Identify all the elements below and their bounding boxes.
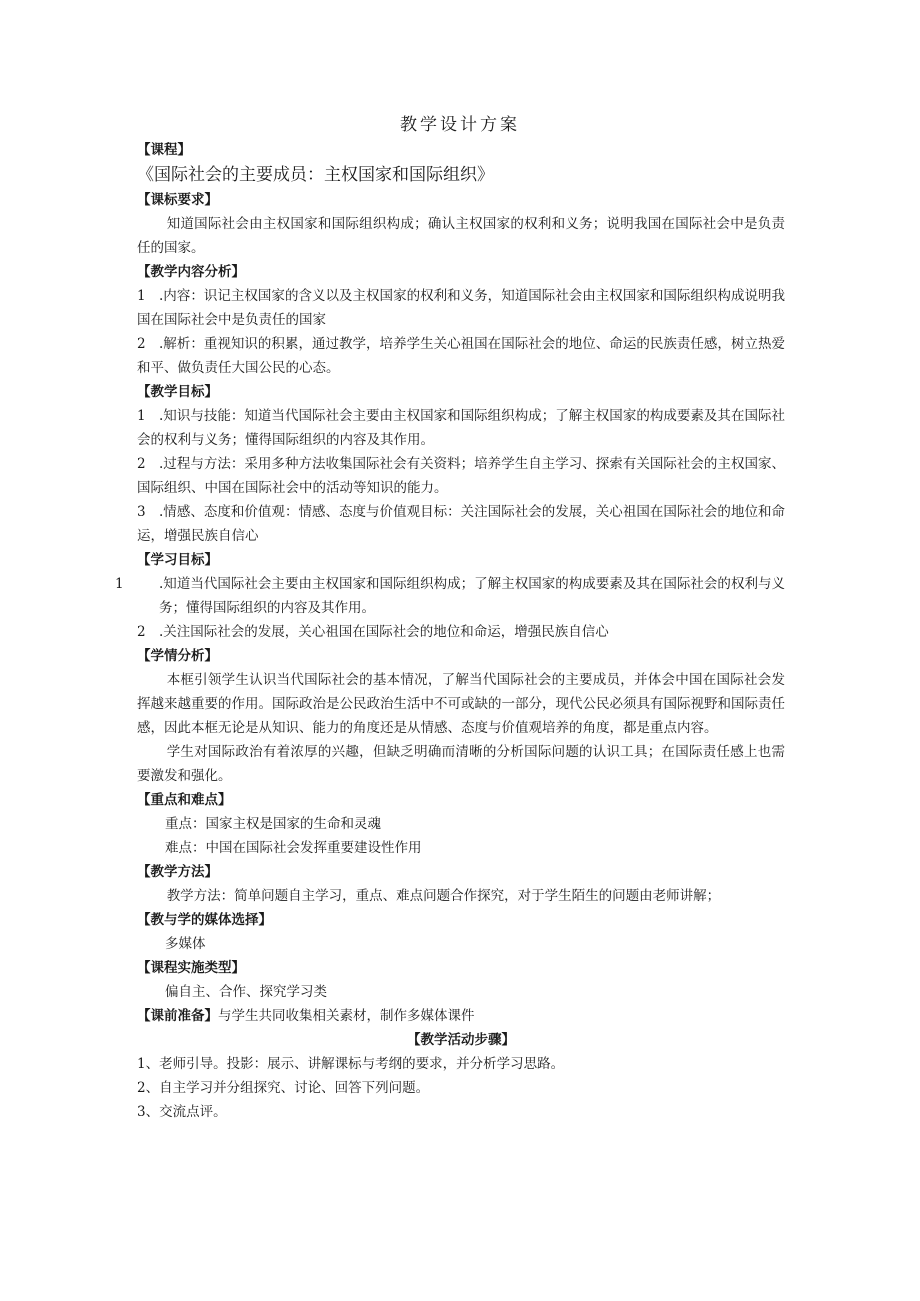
teaching-goals-heading: 【教学目标】 xyxy=(137,384,218,400)
implementation-heading: 【课程实施类型】 xyxy=(137,960,245,976)
standards-text: 知道国际社会由主权国家和国际组织构成；确认主权国家的权利和义务；说明我国在国际社会中是负责任的国家。 xyxy=(137,216,785,256)
activity-step-item: 2、自主学习并分组探究、讨论、回答下列问题。 xyxy=(137,1080,430,1096)
difficult-point-text: 难点：中国在国际社会发挥重要建设性作用 xyxy=(165,840,422,856)
media-heading: 【教与学的媒体选择】 xyxy=(137,912,272,928)
media-text: 多媒体 xyxy=(165,936,206,952)
teaching-goal-item: 2 .过程与方法：采用多种方法收集国际社会有关资料；培养学生自主学习、探索有关国际社会的主权国家、国际组织、中国在国际社会中的活动等知识的能力。 xyxy=(137,456,785,496)
course-heading: 【课程】 xyxy=(137,142,191,158)
activity-step-item: 3、交流点评。 xyxy=(137,1104,227,1120)
implementation-text: 偏自主、合作、探究学习类 xyxy=(165,984,327,1000)
teaching-goal-item: 1 .知识与技能：知道当代国际社会主要由主权国家和国际组织构成；了解主权国家的构成要素及其在国际社会的权利与义务；懂得国际组织的内容及其作用。 xyxy=(137,408,785,448)
document-body xyxy=(115,138,785,1124)
document-title: 教学设计方案 xyxy=(400,115,520,135)
content-analysis-heading: 【教学内容分析】 xyxy=(137,264,245,280)
course-title: 《国际社会的主要成员：主权国家和国际组织》 xyxy=(137,165,494,185)
content-analysis-item: 2 .解析：重视知识的积累，通过教学，培养学生关心祖国在国际社会的地位、命运的民族责任感，树立热爱和平、做负责任大国公民的心态。 xyxy=(137,336,785,376)
activity-steps-heading: 【教学活动步骤】 xyxy=(407,1032,515,1048)
student-analysis-heading: 【学情分析】 xyxy=(137,648,218,664)
student-analysis-paragraph: 本框引领学生认识当代国际社会的基本情况，了解当代国际社会的主要成员，并体会中国在国际社会发挥越来越重要的作用。国际政治是公民政治生活中不可或缺的一部分，现代公民必须具有国际视野和国际责任感，因此本框无论是从知识、能力的角度还是从情感、态度与价值观培养的角度，都是重点内容。 xyxy=(137,672,785,736)
preparation-text: 与学生共同收集相关素材，制作多媒体课件 xyxy=(218,1008,475,1024)
methods-heading: 【教学方法】 xyxy=(137,864,218,880)
standards-heading: 【课标要求】 xyxy=(137,192,218,208)
preparation-line xyxy=(137,1004,785,1028)
learning-goal-item: 2 .关注国际社会的发展，关心祖国在国际社会的地位和命运，增强民族自信心 xyxy=(137,624,609,640)
methods-text: 教学方法：简单问题自主学习，重点、难点问题合作探究，对于学生陌生的问题由老师讲解； xyxy=(166,888,721,904)
content-analysis-item: 1 .内容：识记主权国家的含义以及主权国家的权利和义务，知道国际社会由主权国家和国际组织构成说明我国在国际社会中是负责任的国家 xyxy=(137,288,785,328)
preparation-heading: 【课前准备】 xyxy=(137,1008,218,1024)
teaching-goal-item: 3 .情感、态度和价值观：情感、态度与价值观目标：关注国际社会的发展，关心祖国在国际社会的地位和命运，增强民族自信心 xyxy=(137,504,785,544)
learning-goals-heading: 【学习目标】 xyxy=(137,552,218,568)
learning-goal-item: 1 .知道当代国际社会主要由主权国家和国际组织构成；了解主权国家的构成要素及其在国际社会的权利与义务；懂得国际组织的内容及其作用。 xyxy=(115,576,785,616)
key-point-text: 重点：国家主权是国家的生命和灵魂 xyxy=(165,816,381,832)
activity-step-item: 1、老师引导。投影：展示、讲解课标与考纲的要求，并分析学习思路。 xyxy=(137,1056,565,1072)
key-points-heading: 【重点和难点】 xyxy=(137,792,232,808)
student-analysis-paragraph: 学生对国际政治有着浓厚的兴趣，但缺乏明确而清晰的分析国际问题的认识工具；在国际责任感上也需要激发和强化。 xyxy=(137,744,785,784)
